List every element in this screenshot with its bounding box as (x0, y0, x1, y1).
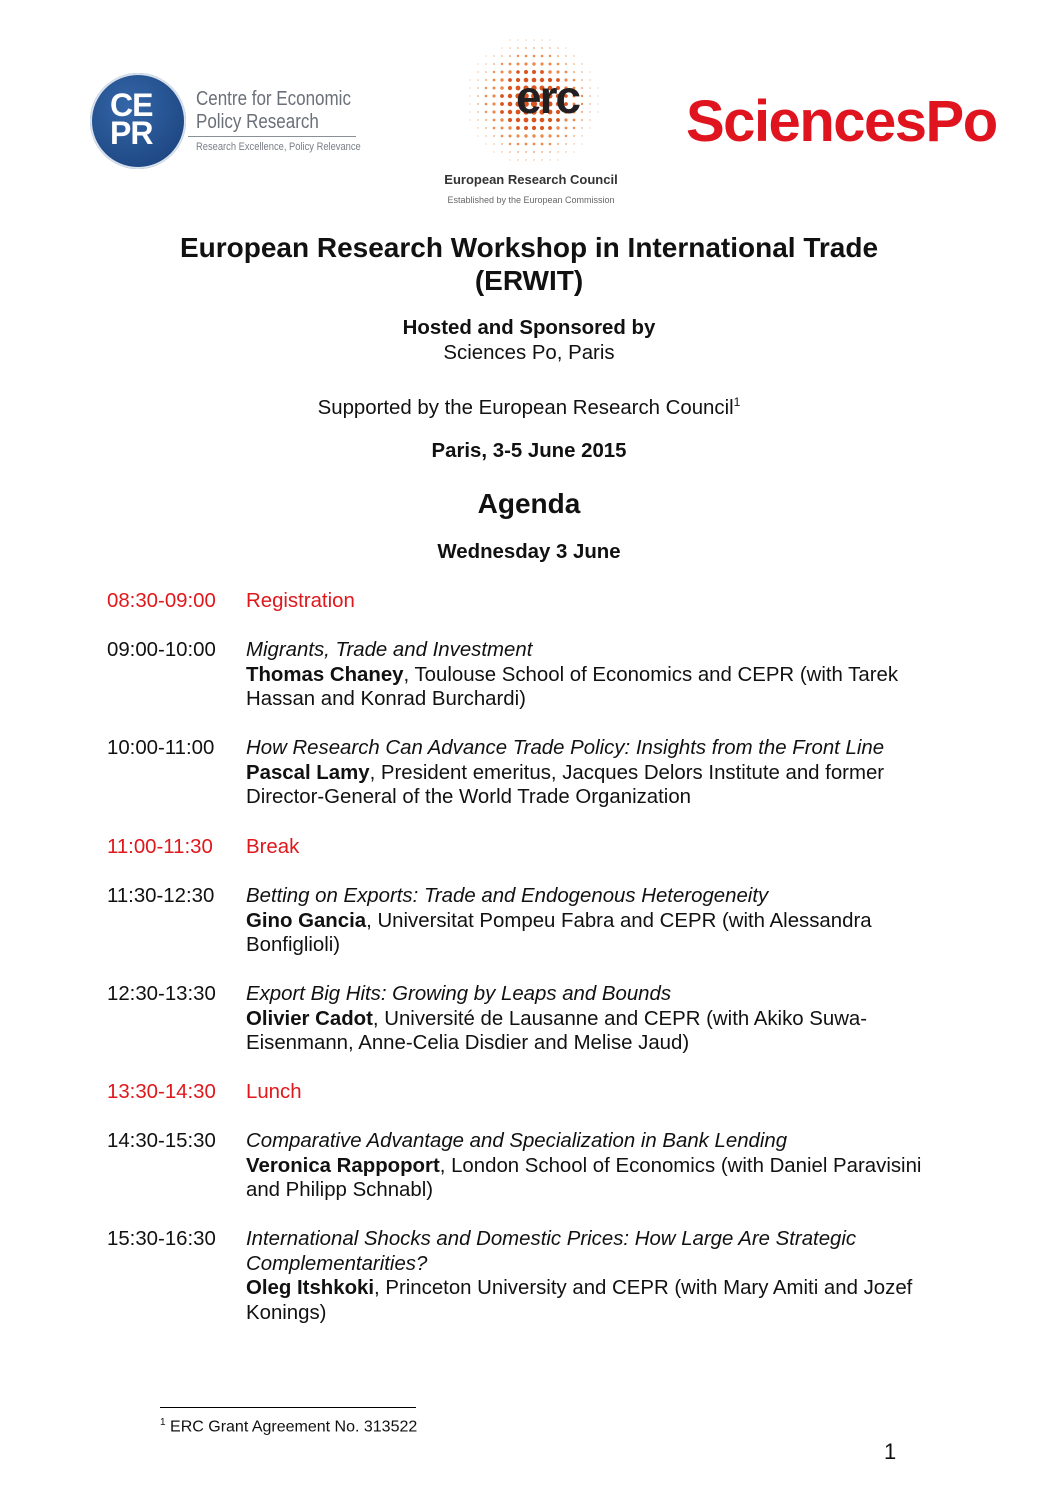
break-label: Break (246, 836, 300, 858)
session-title: Export Big Hits: Growing by Leaps and Bounds (246, 983, 672, 1005)
erc-name: European Research Council (444, 172, 618, 187)
erc-tagline: Established by the European Commission (447, 195, 615, 205)
session-speaker-line (246, 761, 960, 810)
page-title (0, 231, 1058, 297)
speaker-name: Olivier Cadot (246, 1007, 373, 1030)
host: Sciences Po, Paris (443, 342, 615, 364)
speaker-affiliation: , Université de Lausanne and CEPR (with Akiko Suwa-Eisenmann, Anne-Celia Disdier and Melise Jaud) (246, 1007, 868, 1054)
cepr-divider (188, 136, 356, 137)
session-body (246, 589, 960, 614)
session-title: Betting on Exports: Trade and Endogenous Heterogeneity (246, 885, 769, 907)
session-speaker-line (246, 1007, 960, 1056)
session-time: 15:30-16:30 (107, 1228, 216, 1250)
location-date: Paris, 3-5 June 2015 (431, 440, 627, 462)
speaker-name: Oleg Itshkoki (246, 1277, 375, 1299)
session-body (246, 884, 960, 958)
session-speaker-line (246, 909, 960, 958)
speaker-affiliation: , Toulouse School of Economics and CEPR (with Tarek Hassan and Konrad Burchardi) (246, 663, 899, 710)
title-line1: European Research Workshop in International Trade (179, 232, 879, 263)
speaker-name: Veronica Rappoport (246, 1154, 440, 1177)
speaker-name: Thomas Chaney (246, 663, 404, 686)
session-body (246, 835, 960, 860)
cepr-logo-mark: CE PR (90, 73, 186, 169)
cepr-logo-name (196, 88, 351, 134)
cepr-tagline: Research Excellence, Policy Relevance (196, 141, 361, 153)
break-label: Registration (246, 590, 355, 612)
speaker-affiliation: , London School of Economics (with Daniel Paravisini and Philipp Schnabl) (246, 1154, 922, 1201)
hosted-label: Hosted and Sponsored by (402, 317, 656, 339)
session-time: 08:30-09:00 (107, 590, 216, 612)
session-body (246, 736, 960, 810)
footnote-number: 1 (160, 1417, 166, 1428)
cepr-name-line2: Policy Research (196, 111, 319, 133)
session-title: Comparative Advantage and Specialization in Bank Lending (246, 1130, 788, 1152)
session-body (246, 1129, 960, 1203)
day-heading: Wednesday 3 June (437, 541, 621, 563)
erc-logo-word: erc (516, 71, 580, 123)
session-speaker-line (246, 1276, 960, 1325)
session-body (246, 1080, 960, 1105)
footnote (160, 1417, 417, 1436)
break-label: Lunch (246, 1081, 302, 1103)
session-body (246, 1227, 960, 1325)
session-time: 13:30-14:30 (107, 1081, 216, 1103)
speaker-affiliation: , President emeritus, Jacques Delors Institute and former Director-General of the World Trade Organization (246, 761, 885, 808)
session-title: International Shocks and Domestic Prices: How Large Are Strategic Complementarities? (246, 1228, 857, 1275)
session-time: 11:30-12:30 (107, 885, 215, 907)
session-title: Migrants, Trade and Investment (246, 639, 533, 661)
session-speaker-line (246, 663, 960, 712)
supported-text: Supported by the European Research Council (317, 396, 734, 419)
session-time: 11:00-11:30 (107, 836, 213, 858)
session-title: How Research Can Advance Trade Policy: Insights from the Front Line (246, 737, 885, 759)
speaker-affiliation: , Princeton University and CEPR (with Mary Amiti and Jozef Konings) (246, 1277, 913, 1324)
session-time: 12:30-13:30 (107, 983, 216, 1005)
session-body (246, 638, 960, 712)
title-line2: (ERWIT) (474, 265, 584, 296)
footnote-rule (160, 1407, 416, 1408)
sciencespo-logo: SciencesPo (686, 89, 997, 154)
speaker-name: Gino Gancia (246, 909, 367, 932)
page-number: 1 (884, 1439, 897, 1464)
footnote-ref: 1 (733, 395, 741, 409)
speaker-affiliation: , Universitat Pompeu Fabra and CEPR (with Alessandra Bonfiglioli) (246, 909, 872, 956)
session-time: 10:00-11:00 (107, 737, 215, 759)
session-body (246, 982, 960, 1056)
supported-by (0, 390, 1058, 420)
session-speaker-line (246, 1154, 960, 1203)
session-time: 14:30-15:30 (107, 1130, 216, 1152)
session-time: 09:00-10:00 (107, 639, 216, 661)
cepr-name-line1: Centre for Economic (196, 88, 351, 110)
footnote-text: ERC Grant Agreement No. 313522 (170, 1418, 418, 1436)
speaker-name: Pascal Lamy (246, 761, 370, 784)
agenda-heading: Agenda (477, 488, 581, 519)
